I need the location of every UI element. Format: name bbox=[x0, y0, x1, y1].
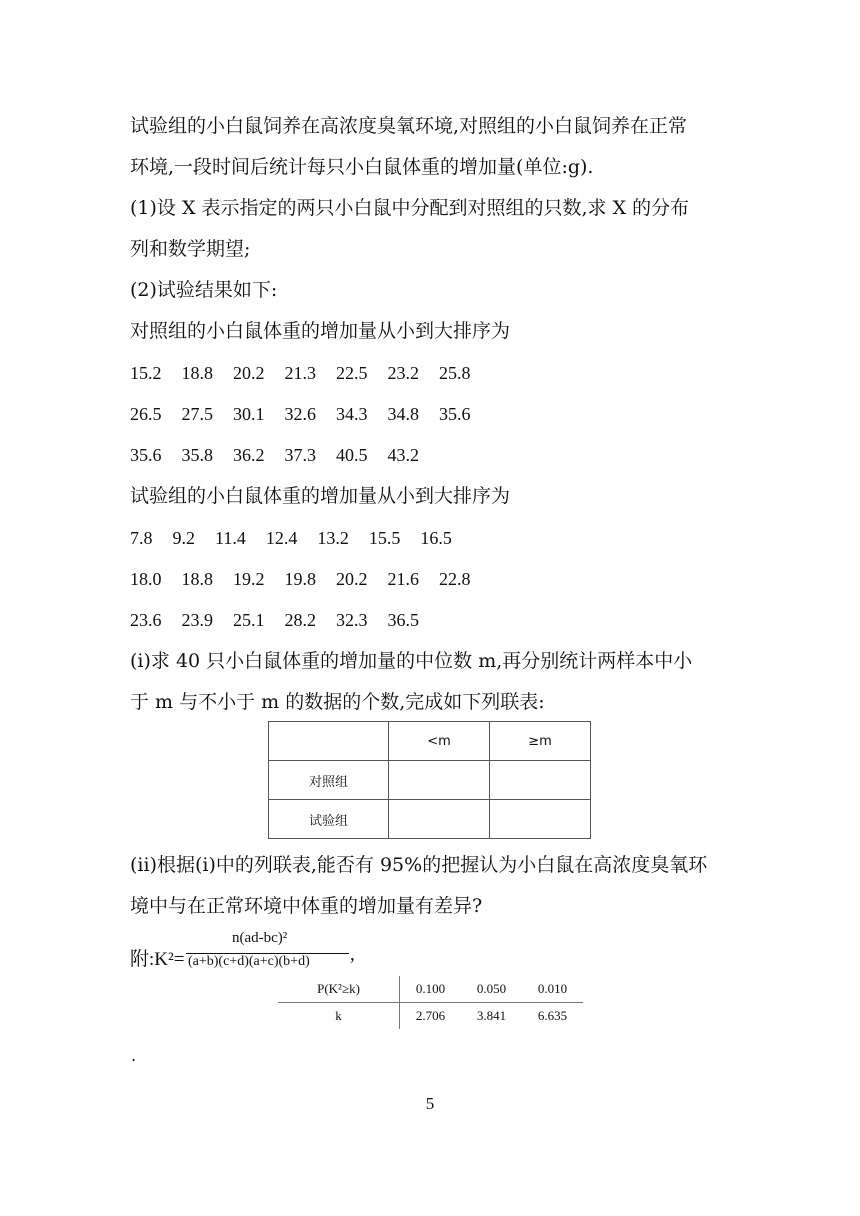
value-cell: 18.0 bbox=[130, 569, 162, 589]
table-cell: 6.635 bbox=[537, 1008, 568, 1023]
experiment-values-row-2 bbox=[130, 567, 471, 591]
control-values-row-1 bbox=[130, 361, 471, 385]
table-row-label: 对照组 bbox=[269, 761, 389, 800]
question-1-line-2: 列和数学期望; bbox=[130, 238, 251, 260]
table-cell bbox=[389, 800, 490, 839]
value-cell: 23.6 bbox=[130, 610, 162, 630]
table-cell bbox=[490, 800, 591, 839]
formula-prefix: 附:K²= bbox=[130, 949, 185, 970]
value-cell: 11.4 bbox=[215, 528, 246, 548]
value-cell: 12.4 bbox=[265, 528, 298, 548]
value-cell: 20.2 bbox=[233, 363, 265, 383]
table-cell bbox=[389, 761, 490, 800]
value-cell: 34.3 bbox=[336, 404, 368, 424]
question-2ii-line-1: (ii)根据(i)中的列联表,能否有 95%的把握认为小白鼠在高浓度臭氧环 bbox=[130, 854, 708, 876]
table-row bbox=[278, 976, 583, 1003]
experiment-group-heading: 试验组的小白鼠体重的增加量从小到大排序为 bbox=[130, 485, 511, 507]
value-cell: 36.2 bbox=[233, 445, 265, 465]
value-cell: 9.2 bbox=[172, 528, 195, 548]
value-cell: 20.2 bbox=[336, 569, 368, 589]
value-cell: 25.8 bbox=[439, 363, 471, 383]
value-cell: 40.5 bbox=[336, 445, 368, 465]
table-cell: 2.706 bbox=[415, 1008, 446, 1023]
value-cell: 32.3 bbox=[336, 610, 368, 630]
end-mark: . bbox=[131, 1046, 137, 1065]
value-cell: 18.8 bbox=[181, 569, 213, 589]
value-cell: 35.6 bbox=[439, 404, 471, 424]
table-cell bbox=[490, 761, 591, 800]
question-2i-line-1: (i)求 40 只小白鼠体重的增加量的中位数 m,再分别统计两样本中小 bbox=[130, 650, 693, 672]
value-cell: 19.2 bbox=[233, 569, 265, 589]
value-cell: 15.5 bbox=[368, 528, 401, 548]
table-row-label: 试验组 bbox=[269, 800, 389, 839]
value-cell: 28.2 bbox=[284, 610, 316, 630]
table-row bbox=[269, 761, 591, 800]
value-cell: 35.8 bbox=[181, 445, 213, 465]
question-2ii-line-2: 境中与在正常环境中体重的增加量有差异? bbox=[130, 895, 483, 917]
value-cell: 23.9 bbox=[181, 610, 213, 630]
value-cell: 32.6 bbox=[284, 404, 316, 424]
value-cell: 25.1 bbox=[233, 610, 265, 630]
control-values-row-2 bbox=[130, 402, 471, 426]
table-header-cell: <m bbox=[389, 722, 490, 761]
value-cell: 37.3 bbox=[284, 445, 316, 465]
formula-denominator: (a+b)(c+d)(a+c)(b+d) bbox=[188, 954, 310, 969]
question-1-line-1: (1)设 X 表示指定的两只小白鼠中分配到对照组的只数,求 X 的分布 bbox=[130, 197, 690, 219]
control-group-heading: 对照组的小白鼠体重的增加量从小到大排序为 bbox=[130, 320, 511, 342]
table-header-cell bbox=[269, 722, 389, 761]
value-cell: 27.5 bbox=[181, 404, 213, 424]
critical-value-table bbox=[278, 976, 583, 1029]
value-cell: 23.2 bbox=[387, 363, 419, 383]
table-row-label: k bbox=[278, 1003, 400, 1030]
question-2-heading: (2)试验结果如下: bbox=[130, 279, 278, 301]
experiment-values-row-3 bbox=[130, 608, 419, 632]
value-cell: 18.8 bbox=[181, 363, 213, 383]
value-cell: 19.8 bbox=[284, 569, 316, 589]
value-cell: 7.8 bbox=[130, 528, 153, 548]
value-cell: 35.6 bbox=[130, 445, 162, 465]
table-row-label: P(K²≥k) bbox=[278, 976, 400, 1003]
table-row bbox=[269, 800, 591, 839]
value-cell: 26.5 bbox=[130, 404, 162, 424]
value-cell: 15.2 bbox=[130, 363, 162, 383]
problem-text-line-1: 试验组的小白鼠饲养在高浓度臭氧环境,对照组的小白鼠饲养在正常 bbox=[130, 115, 688, 137]
value-cell: 34.8 bbox=[387, 404, 419, 424]
control-values-row-3 bbox=[130, 443, 419, 467]
value-cell: 22.8 bbox=[439, 569, 471, 589]
value-cell: 21.6 bbox=[387, 569, 419, 589]
k-squared-formula bbox=[130, 930, 430, 974]
table-cell: 3.841 bbox=[476, 1008, 507, 1023]
value-cell: 43.2 bbox=[387, 445, 419, 465]
table-row bbox=[269, 722, 591, 761]
problem-text-line-2: 环境,一段时间后统计每只小白鼠体重的增加量(单位:g). bbox=[130, 156, 594, 178]
formula-suffix: , bbox=[350, 944, 355, 965]
experiment-values-row-1 bbox=[130, 526, 452, 550]
table-cell: 0.050 bbox=[461, 976, 522, 1003]
table-cell: 0.010 bbox=[522, 976, 583, 1003]
contingency-table bbox=[268, 721, 591, 839]
table-row bbox=[278, 1003, 583, 1030]
value-cell: 30.1 bbox=[233, 404, 265, 424]
value-cell: 22.5 bbox=[336, 363, 368, 383]
formula-numerator: n(ad-bc)² bbox=[232, 930, 288, 946]
value-cell: 21.3 bbox=[284, 363, 316, 383]
table-cell: 0.100 bbox=[400, 976, 462, 1003]
value-cell: 13.2 bbox=[317, 528, 349, 548]
value-cell: 16.5 bbox=[420, 528, 452, 548]
question-2i-line-2: 于 m 与不小于 m 的数据的个数,完成如下列联表: bbox=[130, 691, 545, 713]
value-cell: 36.5 bbox=[387, 610, 419, 630]
table-header-cell: ≥m bbox=[490, 722, 591, 761]
page-number: 5 bbox=[425, 1094, 435, 1113]
